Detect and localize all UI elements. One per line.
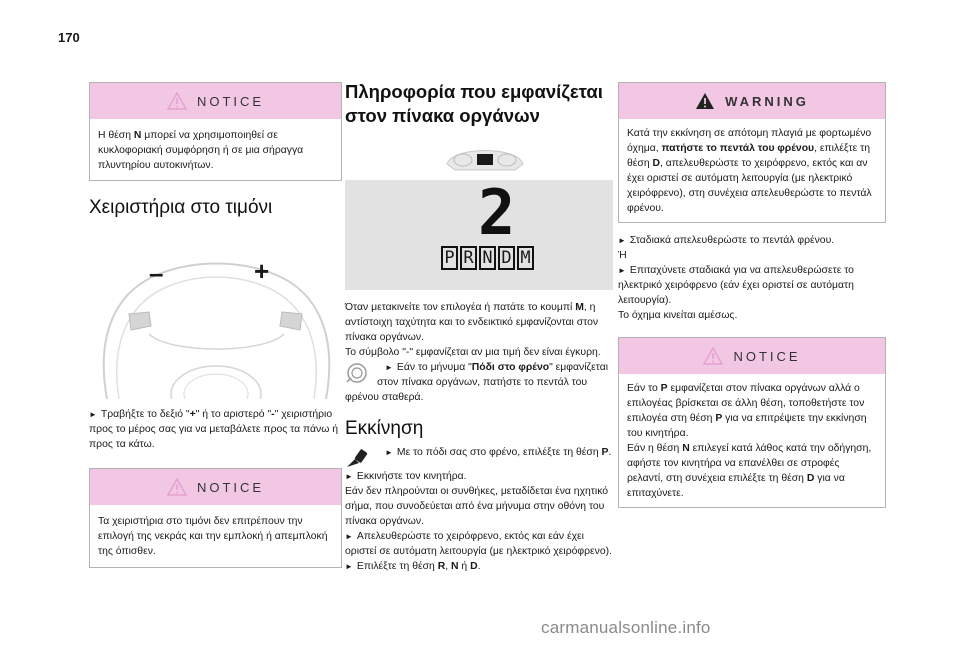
foot-pedal-icon (345, 447, 369, 469)
steering-wheel-illustration (89, 234, 342, 399)
warning-triangle-icon (167, 92, 187, 110)
cluster-outline-illustration (445, 142, 525, 172)
foot-on-brake-icon (345, 362, 369, 384)
info-paragraph: Το σύμβολο "-" εμφανίζεται αν μια τιμή δεν είναι έγκυρη. (345, 347, 601, 358)
warning-box (618, 82, 886, 223)
bullet-arrow-icon: ► (345, 562, 353, 571)
notice-title: NOTICE (733, 348, 801, 364)
gear-letter-n: N (479, 246, 496, 270)
section-title: Πληροφορία που εμφανίζεται στον πίνακα οργάνων (345, 81, 603, 126)
notice-box (89, 468, 342, 568)
notice-box (89, 82, 342, 181)
page-number: 170 (58, 30, 80, 45)
or-separator: Ή (618, 250, 627, 261)
section-title: Εκκίνηση (345, 418, 424, 439)
bullet-arrow-icon: ► (385, 363, 393, 372)
minus-paddle-label: – (149, 258, 164, 288)
notice-text: Εάν το P εμφανίζεται στον πίνακα οργάνων αλλά ο επιλογέας βρίσκεται σε άλλη θέση, τοποθετήστε τον επιλογέα στη θέση P για να επιτρέψετε την εκκίνηση του κινητήρα. Εάν η θέση N επιλεγεί κατά λάθος κατά την οδήγηση, αφήστε τον κινητήρα να επανέλθει σε στροφές ρελαντί, στη συνέχεια επιλέξτε τη θέση D για να επιταχύνετε. (627, 383, 872, 499)
warning-title: WARNING (725, 93, 809, 109)
start-step: ► Με το πόδι σας στο φρένο, επιλέξτε τη θέση P. (345, 445, 613, 460)
gear-letter-m: M (517, 246, 534, 270)
column-middle (345, 80, 613, 574)
warning-triangle-icon (703, 347, 723, 365)
warning-triangle-icon (695, 92, 715, 110)
info-paragraph: Όταν μετακινείτε τον επιλογέα ή πατάτε το κουμπί M, η αντίστοιχη ταχύτητα και το ενδεικτικό εμφανίζονται στον πίνακα οργάνων. (345, 302, 599, 343)
notice-header (90, 83, 341, 119)
notice-header (90, 469, 341, 505)
after-step: ► Σταδιακά απελευθερώστε το πεντάλ φρένου. (618, 235, 835, 246)
plus-paddle-label: + (254, 256, 270, 286)
warning-header (619, 83, 885, 119)
start-step: ► Εκκινήστε τον κινητήρα. (345, 471, 467, 482)
warning-text: Κατά την εκκίνηση σε απότομη πλαγιά με φορτωμένο όχημα, πατήστε το πεντάλ του φρένου, επιλέξτε τη θέση D, απελευθερώστε το χειρόφρενο, εκτός και αν έχει οριστεί σε αυτόματη λειτουργία (με ηλεκτρικό χειρόφρενο), στη συνέχεια απελευθερώστε το πεντάλ φρένου. (627, 128, 872, 214)
gear-letter-p: P (441, 246, 458, 270)
bullet-arrow-icon: ► (618, 236, 626, 245)
bullet-arrow-icon: ► (89, 410, 97, 419)
notice-title: NOTICE (196, 479, 265, 495)
bullet-arrow-icon: ► (345, 532, 353, 541)
notice-title: NOTICE (196, 93, 265, 109)
gear-display-panel (345, 176, 613, 290)
current-gear-digit: 2 (478, 176, 516, 249)
start-step: ► Απελευθερώστε το χειρόφρενο, εκτός και εάν έχει οριστεί σε αυτόματη λειτουργία (με ηλεκτρικό χειρόφρενο). (345, 531, 612, 557)
column-left (89, 82, 342, 568)
section-title: Χειριστήρια στο τιμόνι (89, 197, 273, 218)
notice-box (618, 337, 886, 508)
bullet-arrow-icon: ► (618, 266, 626, 275)
notice-text: Τα χειριστήρια στο τιμόνι δεν επιτρέπουν την επιλογή της νεκράς και την εμπλοκή ή απεμπλοκή της όπισθεν. (98, 516, 328, 557)
bullet-arrow-icon: ► (345, 472, 353, 481)
after-step: ► Επιταχύνετε σταδιακά για να απελευθερώσετε το ηλεκτρικό χειρόφρενο (εάν έχει οριστεί σε αυτόματη λειτουργία). (618, 265, 854, 306)
gear-letter-d: D (498, 246, 515, 270)
watermark: carmanualsonline.info (541, 618, 711, 637)
notice-text: Η θέση N μπορεί να χρησιμοποιηθεί σε κυκλοφοριακή συμφόρηση ή σε μια σήραγγα πλυντηρίου αυτοκινήτων. (98, 130, 304, 171)
brake-message-instruction: ► Εάν το μήνυμα "Πόδι στο φρένο" εμφανίζεται στον πίνακα οργάνων, πατήστε το πεντάλ του φρένου σταθερά. (345, 362, 609, 403)
gear-letters (441, 246, 534, 270)
notice-header (619, 338, 885, 374)
after-note: Το όχημα κινείται αμέσως. (618, 310, 738, 321)
warning-triangle-icon (167, 478, 187, 496)
start-note: Εάν δεν πληρούνται οι συνθήκες, μεταδίδεται ένα ηχητικό σήμα, που συνοδεύεται από ένα μήνυμα στην οθόνη του πίνακα οργάνων. (345, 486, 609, 527)
gear-letter-r: R (460, 246, 477, 270)
start-step: ► Επιλέξτε τη θέση R, N ή D. (345, 561, 481, 572)
bullet-arrow-icon: ► (385, 448, 393, 457)
column-right (618, 82, 886, 508)
paddle-instruction: ► Τραβήξτε το δεξιό "+" ή το αριστερό "-" χειριστήριο προς το μέρος σας για να μεταβάλετε προς τα πάνω ή προς τα κάτω. (89, 409, 339, 450)
